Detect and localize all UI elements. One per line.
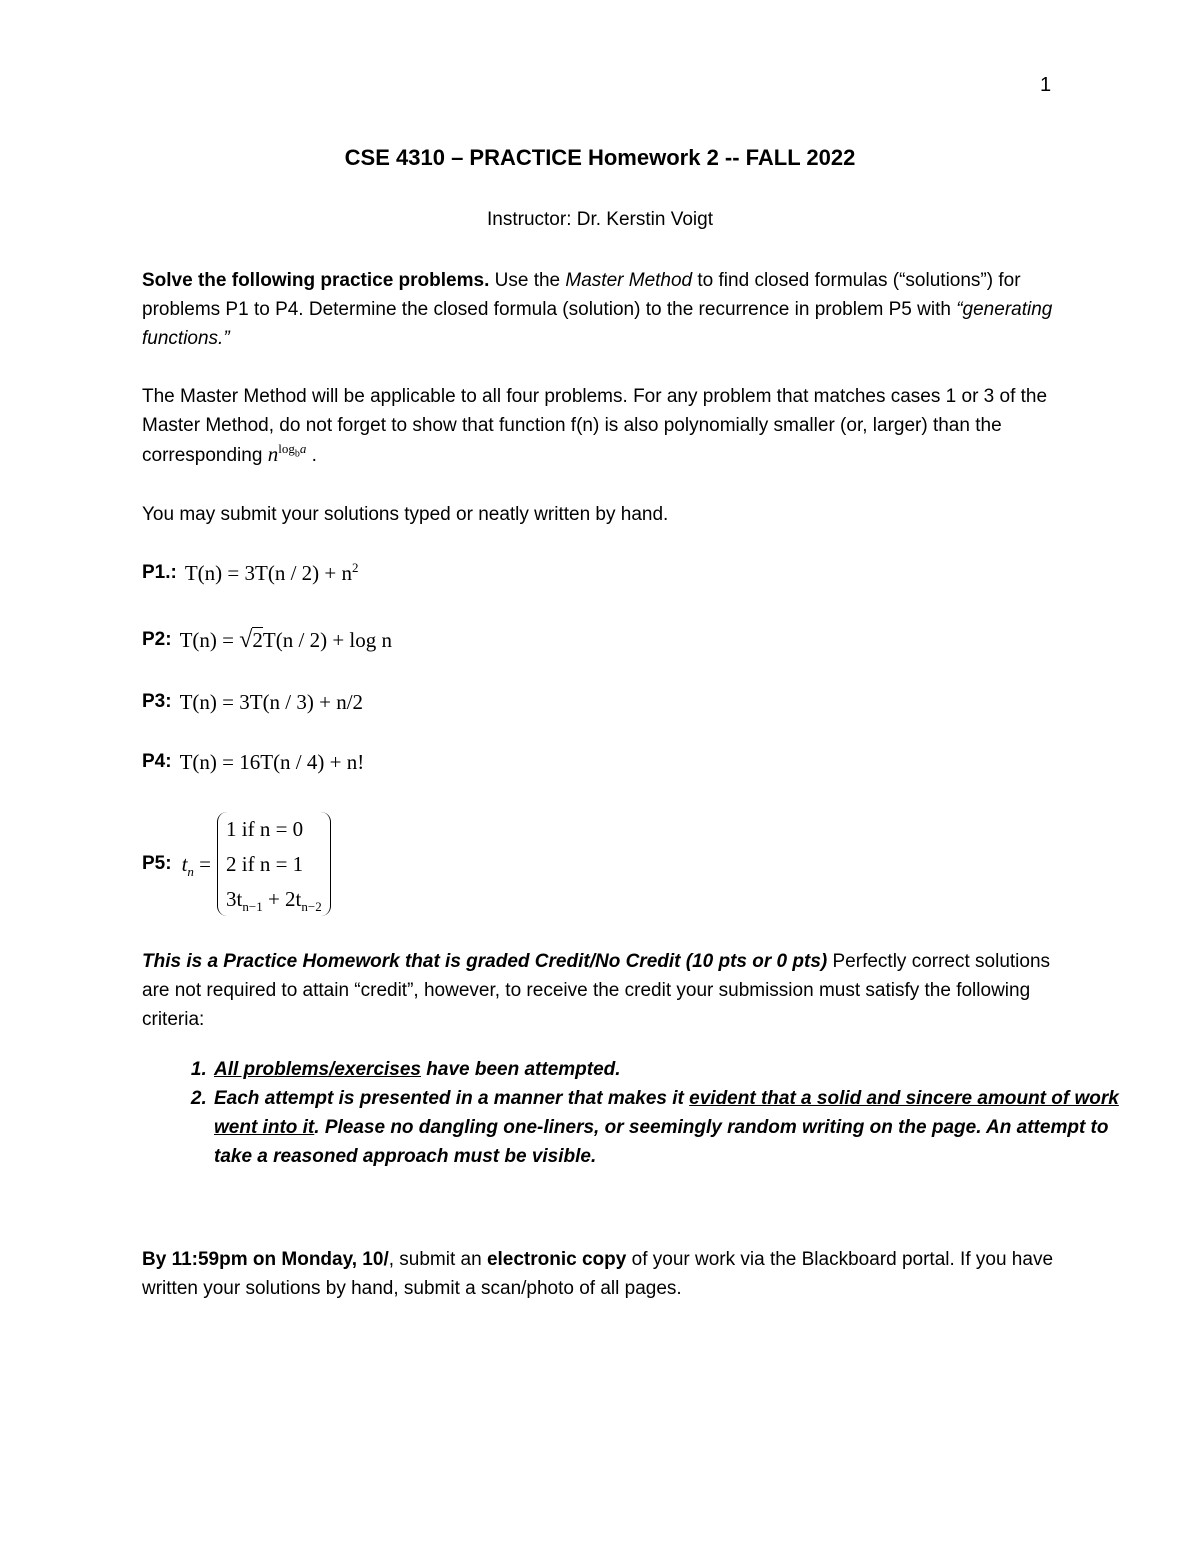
- submit-note: You may submit your solutions typed or neatly written by hand.: [142, 504, 669, 525]
- problem-label: P5:: [142, 853, 172, 874]
- problem-expression: T(n) = 16T(n / 4) + n!: [179, 749, 365, 774]
- intro-generating-functions: “generating functions.”: [142, 299, 1053, 349]
- practice-note-paragraph: [142, 947, 1072, 1034]
- problem-label: P4:: [142, 751, 172, 772]
- master-note-text: The Master Method will be applicable to all four problems. For any problem that matches cases 1 or 3 of the Master Method, do not forget to show that function f(n) is also polynomially smaller (or, larger) than the corresponding: [142, 386, 1048, 466]
- problem-p1: [142, 553, 359, 593]
- page-number: 1: [1040, 74, 1052, 96]
- p5-lhs: $t_n$ =: [181, 851, 212, 879]
- criteria-list: [142, 1055, 1142, 1171]
- p5-case-3: $3t_{n-1} + 2t_{n-2}$: [226, 887, 322, 915]
- intro-bold-lead: Solve the following practice problems.: [142, 270, 490, 291]
- problem-label: P2:: [142, 629, 172, 650]
- page-title: CSE 4310 – PRACTICE Homework 2 -- FALL 2022: [344, 145, 856, 170]
- practice-note-rest: Perfectly correct solutions are not required to attain “credit”, however, to receive the credit your submission must satisfy the following criteria:: [142, 951, 1051, 1030]
- problem-expression: $T(n) = 3T(n / 2) + n^2$: [184, 559, 359, 585]
- intro-paragraph: [142, 266, 1072, 353]
- problem-p4: [142, 742, 364, 782]
- instructor-line: Instructor: Dr. Kerstin Voigt: [487, 209, 713, 230]
- p5-case-1: 1 if n = 0: [226, 817, 304, 841]
- intro-text-2: to find closed formulas (“solutions”) for problems P1 to P4. Determine the closed formula (solution) to the recurrence in problem P5 with: [142, 270, 1021, 320]
- deadline-bold-date: By 11:59pm on Monday, 10/: [142, 1249, 389, 1270]
- sqrt-symbol: √: [239, 626, 253, 653]
- practice-note-bold: This is a Practice Homework that is graded Credit/No Credit (10 pts or 0 pts): [142, 951, 828, 972]
- deadline-paragraph: By 11:59pm on Monday, 10/, submit an electronic copy of your work via the Blackboard portal. If you have written your solutions by hand, submit a scan/photo of all pages.: [142, 1249, 1054, 1299]
- problem-expression: T(n) = √2T(n / 2) + log n: [179, 626, 392, 653]
- criteria-item-1: 1. All problems/exercises have been attempted.: [212, 1055, 1142, 1084]
- master-method-paragraph: The Master Method will be applicable to all four problems. For any problem that matches cases 1 or 3 of the Master Method, do not forget to show that function f(n) is also polynomially smaller (or, larger) than the corresponding $n^{log_ba}$ .: [142, 386, 1048, 466]
- p5-case-2: 2 if n = 1: [226, 852, 304, 876]
- problem-label: P1.:: [142, 562, 177, 583]
- problem-p2: [142, 620, 392, 660]
- problem-label: P3:: [142, 691, 172, 712]
- criteria-item-2: 2. Each attempt is presented in a manner that makes it evident that a solid and sincere amount of work went into it. Please no dangling one-liners, or seemingly random writing on the page. An attempt to take a reasoned approach must be visible.: [212, 1084, 1142, 1171]
- n-log-b-a-expression: $n^{log_ba}$: [267, 441, 307, 466]
- p5-cases: [217, 812, 331, 916]
- intro-master-method: Master Method: [565, 270, 693, 291]
- problem-p3: [142, 682, 363, 722]
- intro-text-1: Use the: [489, 270, 566, 291]
- problem-expression: T(n) = 3T(n / 3) + n/2: [179, 689, 364, 714]
- deadline-bold-electronic: electronic copy: [486, 1249, 627, 1270]
- problem-p5: [142, 808, 331, 920]
